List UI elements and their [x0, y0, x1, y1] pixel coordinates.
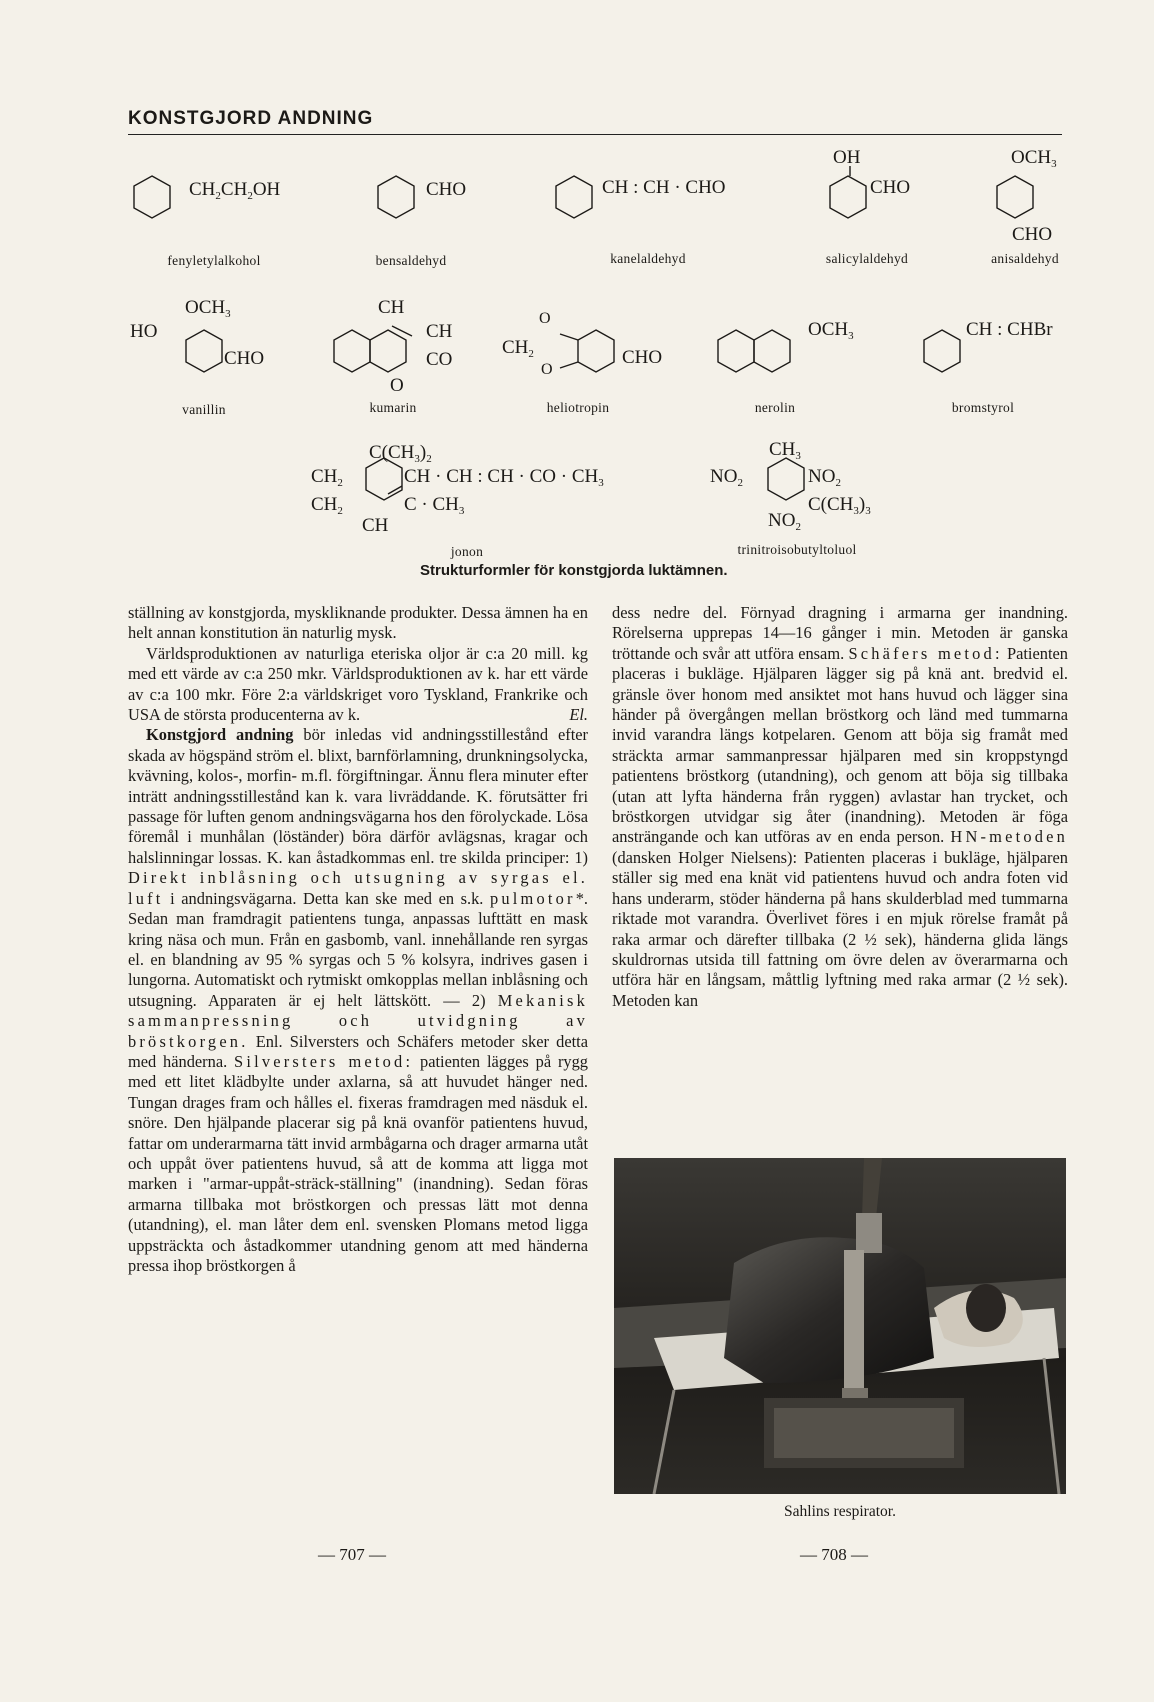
- right-column: [612, 603, 1068, 1011]
- formula-tnbt-no2-bottom: $NO_2$: [768, 510, 801, 533]
- benzene-ring-vanillin: [186, 330, 222, 372]
- figure-caption-chemistry: Strukturformler för konstgjorda luktämnen.: [420, 562, 728, 579]
- label-bensaldehyd: bensaldehyd: [375, 253, 447, 268]
- label-kanelaldehyd: kanelaldehyd: [610, 251, 686, 266]
- benzene-ring-kanelaldehyd: [556, 176, 592, 218]
- formula-kumarin-o: O: [390, 375, 404, 396]
- benzene-ring-bensaldehyd: [378, 176, 414, 218]
- benzene-ring-salicylaldehyd: [830, 176, 866, 218]
- formula-salicylaldehyd-cho: CHO: [870, 177, 911, 198]
- formula-tnbt-ch3: $CH_3$: [769, 439, 801, 462]
- header-rule: [128, 134, 1062, 135]
- formula-heliotropin-ch2: $CH_2$: [502, 337, 534, 360]
- formula-jonon-top: $C(CH_3)_2$: [369, 442, 432, 465]
- paragraph-continued: dess nedre del. Förnyad dragning i armarna ger inandning. Rörelserna upprepas 14—16 gånger i min. Metoden är ganska tröttande och svår att utföra ensam. Schäfers metod: Patienten placeras i bukläge. Hjälparen lägger sig på knä ant. bredvid el. gränsle över honom med ansiktet mot hans huvud och lägger sina händer på övergången mellan bröstkorg och länd med tummarna invid varandra längs kotpelaren. Genom att böja sig framåt med sträckta armar sammanpressar hjälparen med sin kroppstyngd patientens bröstkorg (utandning), och genom att böja sig tillbaka (utan att lyfta händerna från ryggen) avlastar han trycket, och bröstkorgen utvidgar sig åter (inandning). Metoden är föga ansträngande och kan utföras av en enda person. HN-metoden (dansken Holger Nielsens): Patienten placeras i bukläge, hjälparen ställer sig med ena knät vid patientens huvud och andra foten vid hans underarm, stöder händerna på hans skulderblad med tummarna riktade mot varandra. Överlivet föres i en mjuk rörelse framåt på raka armar och därefter tillbaka (2 ½ sek), händerna glida längs skuldrornas utsida till fattning om övre delen av överarmarna och utföra här en långsam, måttlig lyftning med raka armar (2 ½ sek). Metoden kan: [612, 603, 1068, 1010]
- formula-jonon-ch-bottom: CH: [362, 515, 389, 536]
- formula-tnbt-tbutyl: $C(CH_3)_3$: [808, 494, 871, 517]
- paragraph-2: Världsproduktionen av naturliga eteriska oljor är c:a 20 mill. kg med ett värde av c:a 250 mkr. Världsproduktionen av k. har ett värde av c:a 100 mkr. Före 2:a världskriget voro Tyskland, Frankrike och USA de största producenterna av k. El.: [128, 643, 588, 725]
- formula-fenyletylalkohol: $CH_2CH_2OH$: [189, 179, 281, 202]
- ring-nerolin-left: [718, 330, 754, 372]
- paragraph-1: ställning av konstgjorda, myskliknande produkter. Dessa ämnen ha en helt annan konstitution än naturlig mysk.: [128, 603, 588, 643]
- formula-heliotropin-cho: CHO: [622, 347, 663, 368]
- formula-heliotropin-o-bottom: O: [541, 361, 553, 378]
- formula-jonon-cch3: $C \cdot CH_3$: [404, 494, 465, 517]
- ring-nerolin-right: [754, 330, 790, 372]
- label-kumarin: kumarin: [369, 400, 417, 415]
- label-jonon: jonon: [450, 544, 484, 559]
- author-signature: El.: [569, 705, 588, 725]
- ring-heliotropin: [578, 330, 614, 372]
- formula-kumarin-ch-top: CH: [378, 297, 405, 318]
- label-heliotropin: heliotropin: [546, 400, 610, 415]
- benzene-ring-trinitro: [768, 458, 804, 500]
- formula-heliotropin-o-top: O: [539, 310, 551, 327]
- formula-jonon-chain: CH · CH : CH · CO · $CH_3$: [404, 466, 604, 489]
- formula-bromstyrol: CH : CHBr: [966, 319, 1053, 340]
- formula-tnbt-no2-right: $NO_2$: [808, 466, 841, 489]
- ring-kumarin-right: [370, 330, 406, 372]
- formula-tnbt-no2-left: $NO_2$: [710, 466, 743, 489]
- formula-nerolin-och3: $OCH_3$: [808, 319, 854, 342]
- formula-jonon-ch2-upper: $CH_2$: [311, 466, 343, 489]
- label-trinitroisobutyltoluol: trinitroisobutyltoluol: [737, 542, 857, 557]
- formula-bensaldehyd: CHO: [426, 179, 467, 200]
- label-vanillin: vanillin: [182, 402, 226, 417]
- benzene-ring-anisaldehyd: [997, 176, 1033, 218]
- formula-kanelaldehyd: CH : CH · CHO: [602, 177, 726, 198]
- structural-formula-rings: [0, 0, 1154, 620]
- formula-vanillin-cho: CHO: [224, 348, 265, 369]
- label-nerolin: nerolin: [754, 400, 796, 415]
- photo-caption: Sahlins respirator.: [784, 1503, 896, 1520]
- left-column: [128, 603, 588, 1276]
- label-fenyletylalkohol: fenyletylalkohol: [167, 253, 261, 268]
- ring-kumarin-left: [334, 330, 370, 372]
- respirator-illustration: [614, 1158, 1066, 1494]
- page-header: KONSTGJORD ANDNING: [128, 108, 374, 129]
- photo-sahlins-respirator: [614, 1158, 1066, 1494]
- formula-kumarin-ch: CH: [426, 321, 453, 342]
- page-number-left: — 707 —: [318, 1545, 386, 1564]
- benzene-ring-bromstyrol: [924, 330, 960, 372]
- label-bromstyrol: bromstyrol: [951, 400, 1015, 415]
- page-number-right: — 708 —: [800, 1545, 868, 1564]
- formula-salicylaldehyd-oh: OH: [833, 147, 861, 168]
- paragraph-konstgjord-andning: Konstgjord andning bör inledas vid andningsstillestånd efter skada av högspänd ström el. blixt, barnförlamning, drunkningsolycka, kvävning, kolos-, morfin- m.fl. förgiftningar. Ännu flera minuter efter inträtt andningsstillestånd kan k. vara livräddande. K. förutsätter fri passage för luften genom andningsvägarna hos den förolyckade. Lösa föremål i munhålan (löständer) böra därför avlägsnas, kragar och halslinningar lossas. K. kan åstadkommas enl. tre skilda principer: 1) Direkt inblåsning och utsugning av syrgas el. luft i andningsvägarna. Detta kan ske med en s.k. pulmotor*. Sedan man framdragit patientens tunga, anpassas lufttätt en mask kring näsa och mun. Från en gasbomb, vanl. innehållande ren syrgas el. en blandning av 95 % syrgas och 5 % kolsyra, indrives gasen i lungorna. Automatiskt och rytmiskt omkopplas mellan inblåsning och utsugning. Apparaten är ej helt lättskött. — 2) Mekanisk sammanpressning och utvidgning av bröstkorgen. Enl. Silversters och Schäfers metoder sker detta med händerna. Silversters metod: patienten lägges på rygg med ett litet klädbylte under axlarna, så att huvudet hänger ned. Tungan drages fram och hålles el. fixeras framdragen med näsduk el. snöre. Den hjälpande placerar sig på knä ovanför patientens huvud, fattar om underarmarna tätt invid armbågarna och drager armarna utåt och uppåt över patientens huvud, så att de komma att ligga mot marken i "armar-uppåt-sträck-ställning" (inandning). Sedan föras armarna tillbaka mot bröstkorgen och pressas lätt mot denna (utandning), el. man låter dem enl. svensken Plomans metod ligga uppsträckta och åstadkommer utandning genom att med händerna pressa ihop bröstkorgen å: [128, 725, 588, 1275]
- label-salicylaldehyd: salicylaldehyd: [825, 251, 909, 266]
- entry-headword: Konstgjord andning: [146, 725, 294, 745]
- formula-jonon-ch2-lower: $CH_2$: [311, 494, 343, 517]
- formula-anisaldehyd-cho: CHO: [1012, 224, 1053, 245]
- formula-anisaldehyd-och3: $OCH_3$: [1011, 147, 1057, 170]
- formula-vanillin-ho: HO: [130, 321, 158, 342]
- benzene-ring-fenyletylalkohol: [134, 176, 170, 218]
- formula-kumarin-co: CO: [426, 349, 453, 370]
- formula-vanillin-och3: $OCH_3$: [185, 297, 231, 320]
- label-anisaldehyd: anisaldehyd: [991, 251, 1059, 266]
